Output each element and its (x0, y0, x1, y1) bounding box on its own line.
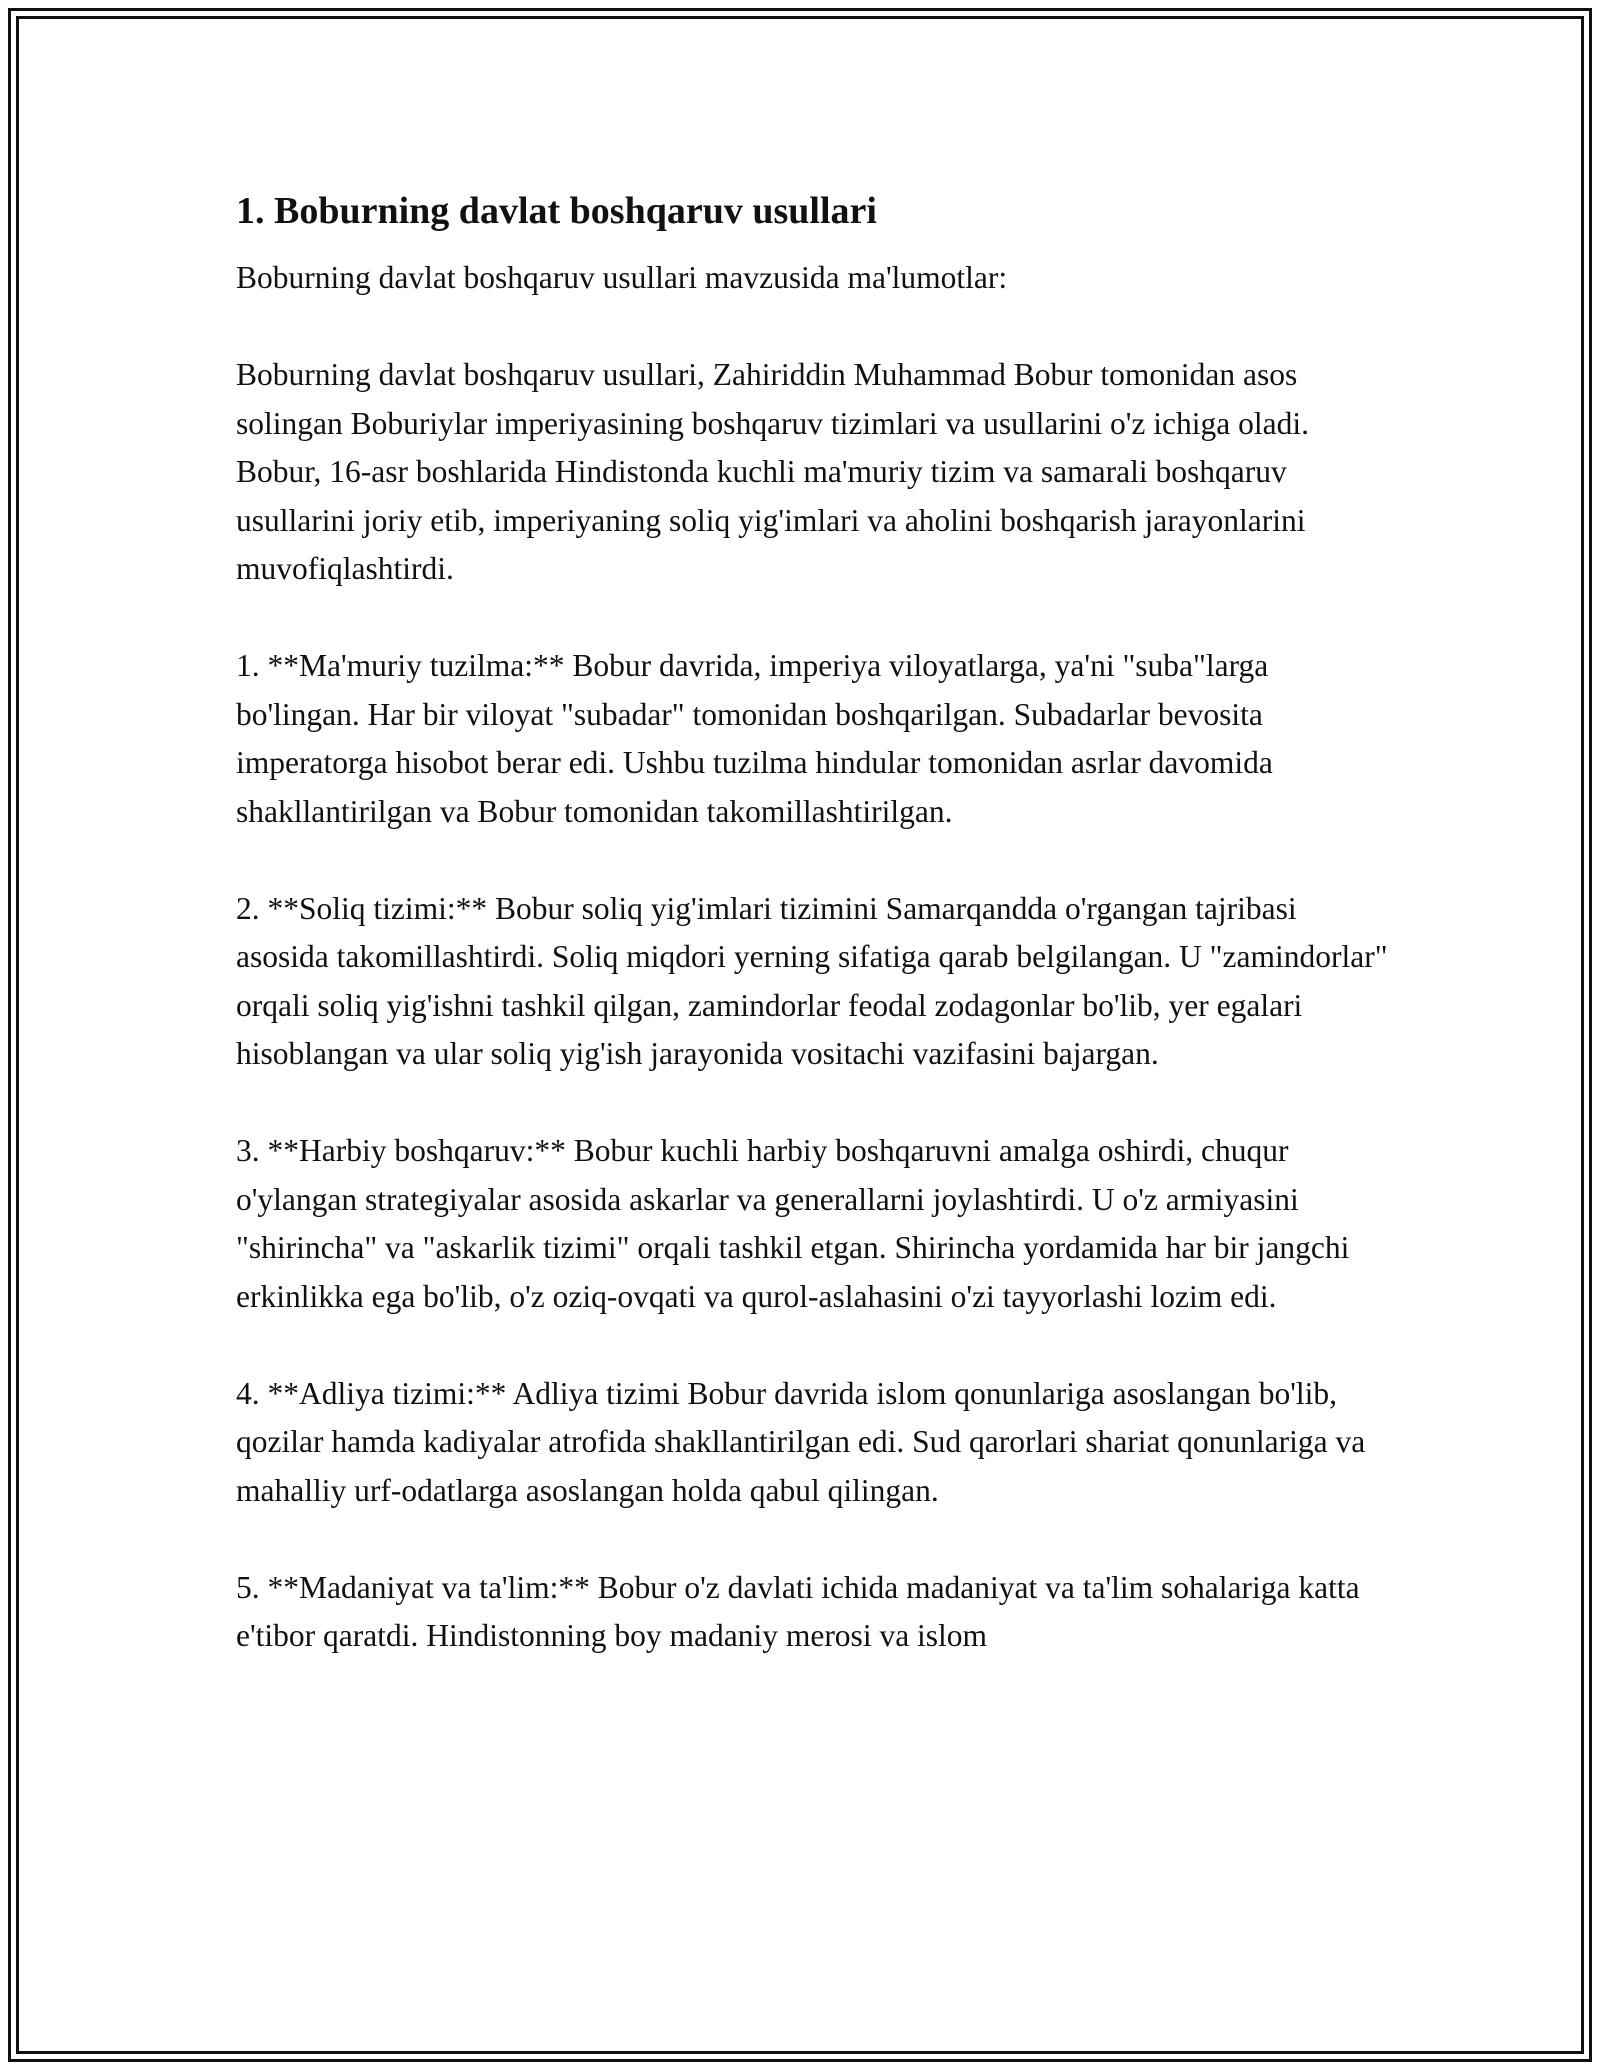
culture-education-paragraph: 5. **Madaniyat va ta'lim:** Bobur o'z davlati ichida madaniyat va ta'lim sohalariga katta e'tibor qaratdi. Hindistonning boy madaniy merosi va islom (236, 1569, 1360, 1653)
justice-system-paragraph: 4. **Adliya tizimi:** Adliya tizimi Bobur davrida islom qonunlariga asoslangan bo'lib, qozilar hamda kadiyalar atrofida shakllantirilgan edi. Sud qarorlari shariat qonunlariga va mahalliy urf-odatlarga asoslangan holda qabul qilingan. (236, 1375, 1366, 1508)
administrative-structure-paragraph: 1. **Ma'muriy tuzilma:** Bobur davrida, imperiya viloyatlarga, ya'ni "suba"larga bo'lingan. Har bir viloyat "subadar" tomonidan boshqarilgan. Subadarlar bevosita imperatorga hisobot berar edi. Ushbu tuzilma hindular tomonidan asrlar davomida shakllantirilgan va Bobur tomonidan takomillashtirilgan. (236, 648, 1273, 829)
overview-paragraph: Boburning davlat boshqaruv usullari, Zahiriddin Muhammad Bobur tomonidan asos solingan Boburiylar imperiyasining boshqaruv tizimlari va usullarini o'z ichiga oladi. Bobur, 16-asr boshlarida Hindistonda kuchli ma'muriy tizim va samarali boshqaruv usullarini joriy etib, imperiyaning soliq yig'imlari va aholini boshqarish jarayonlarini muvofiqlashtirdi. (236, 357, 1309, 586)
tax-system-paragraph: 2. **Soliq tizimi:** Bobur soliq yig'imlari tizimini Samarqandda o'rgangan tajribasi asosida takomillashtirdi. Soliq miqdori yerning sifatiga qarab belgilangan. U "zamindorlar" orqali soliq yig'ishni tashkil qilgan, zamindorlar feodal zodagonlar bo'lib, yer egalari hisoblangan va ular soliq yig'ish jarayonida vositachi vazifasini bajargan. (236, 890, 1388, 1071)
intro-paragraph: Boburning davlat boshqaruv usullari mavzusida ma'lumotlar: (236, 260, 1008, 295)
document-body (236, 186, 1396, 1709)
page-title: 1. Boburning davlat boshqaruv usullari (236, 190, 877, 232)
military-administration-paragraph: 3. **Harbiy boshqaruv:** Bobur kuchli harbiy boshqaruvni amalga oshirdi, chuqur o'ylangan strategiyalar asosida askarlar va generallarni joylashtirdi. U o'z armiyasini "shirincha" va "askarlik tizimi" orqali tashkil etgan. Shirincha yordamida har bir jangchi erkinlikka ega bo'lib, o'z oziq-ovqati va qurol-aslahasini o'zi tayyorlashi lozim edi. (236, 1133, 1350, 1314)
